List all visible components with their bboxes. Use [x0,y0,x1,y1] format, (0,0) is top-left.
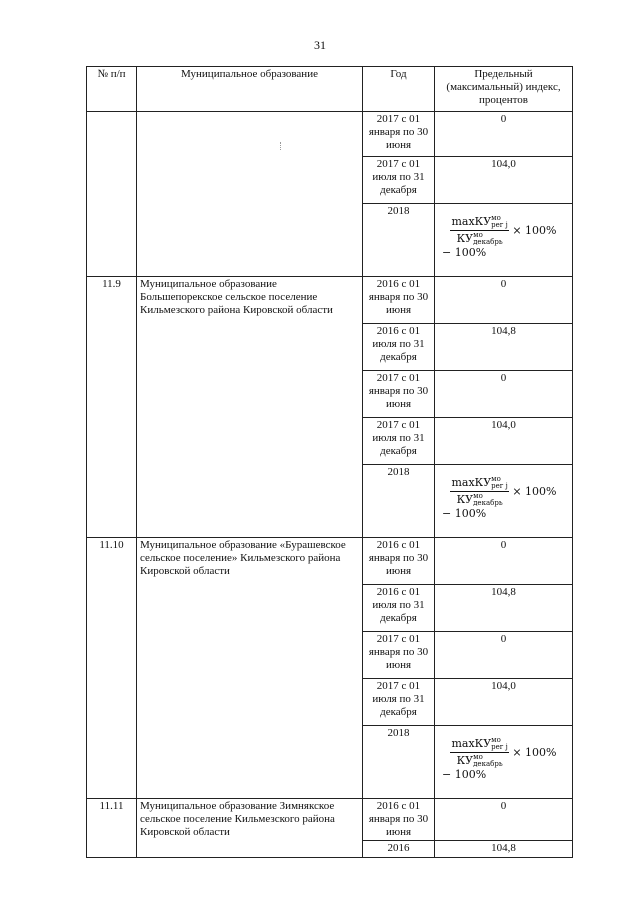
formula-numerator: maxКУ мо рег j [451,214,508,229]
period-cell: 2017 с 01 января по 30 июня [363,632,435,679]
page-number: 31 [314,38,326,52]
formula-fraction [450,215,508,246]
formula-times: × 100% [512,485,557,498]
index-cell [435,465,573,538]
table-row [87,799,573,841]
table-row [87,277,573,324]
period-cell: 2017 с 01 июля по 31 декабря [363,418,435,465]
row-number: 11.10 [87,538,137,799]
period-cell: 2016 [363,841,435,858]
header-name: Муниципальное образование [137,67,363,112]
formula-times: × 100% [512,746,557,759]
municipality-name [137,112,363,277]
municipality-name: Муниципальное образование Зимнякское сельское поселение Кильмезского района Кировской области [137,799,363,858]
row-number: 11.11 [87,799,137,858]
formula-denominator: КУ мо декабрь [456,492,503,507]
index-cell: 104,0 [435,679,573,726]
index-formula [438,215,569,259]
index-cell: 0 [435,538,573,585]
header-year: Год [363,67,435,112]
formula-times: × 100% [512,224,557,237]
formula-denominator: КУ мо декабрь [456,231,503,246]
header-index: Предельный (максимальный) индекс, процентов [435,67,573,112]
index-cell: 104,0 [435,157,573,204]
formula-fraction [450,737,508,768]
formula-minus: − 100% [442,246,487,259]
tariff-index-table [86,66,573,858]
period-cell: 2016 с 01 июля по 31 декабря [363,324,435,371]
municipality-name: Муниципальное образование Большепорекское сельское поселение Кильмезского района Кировской области [137,277,363,538]
municipality-name: Муниципальное образование «Бурашевское сельское поселение» Кильмезского района Кировской области [137,538,363,799]
table-header-row [87,67,573,112]
period-cell: 2016 с 01 января по 30 июня [363,799,435,841]
formula-denominator: КУ мо декабрь [456,753,503,768]
index-cell: 104,0 [435,418,573,465]
index-cell: 104,8 [435,324,573,371]
table-row [87,112,573,157]
period-cell: 2018 [363,465,435,538]
row-number [87,112,137,277]
period-cell: 2017 с 01 января по 30 июня [363,112,435,157]
header-num: № п/п [87,67,137,112]
index-cell: 104,8 [435,585,573,632]
period-cell: 2016 с 01 января по 30 июня [363,277,435,324]
index-cell: 0 [435,112,573,157]
index-cell: 0 [435,277,573,324]
index-cell [435,726,573,799]
formula-numerator: maxКУ мо рег j [451,736,508,751]
period-cell: 2018 [363,726,435,799]
formula-minus: − 100% [442,768,487,781]
period-cell: 2018 [363,204,435,277]
formula-fraction [450,476,508,507]
period-cell: 2016 с 01 июля по 31 декабря [363,585,435,632]
table-body [87,112,573,858]
index-cell [435,204,573,277]
period-cell: 2016 с 01 января по 30 июня [363,538,435,585]
index-formula [438,476,569,520]
period-cell: 2017 с 01 июля по 31 декабря [363,157,435,204]
formula-minus: − 100% [442,507,487,520]
formula-numerator: maxКУ мо рег j [451,475,508,490]
period-cell: 2017 с 01 июля по 31 декабря [363,679,435,726]
table-row [87,538,573,585]
index-cell: 0 [435,371,573,418]
index-cell: 0 [435,632,573,679]
index-formula [438,737,569,781]
index-cell: 104,8 [435,841,573,858]
row-number: 11.9 [87,277,137,538]
period-cell: 2017 с 01 января по 30 июня [363,371,435,418]
index-cell: 0 [435,799,573,841]
